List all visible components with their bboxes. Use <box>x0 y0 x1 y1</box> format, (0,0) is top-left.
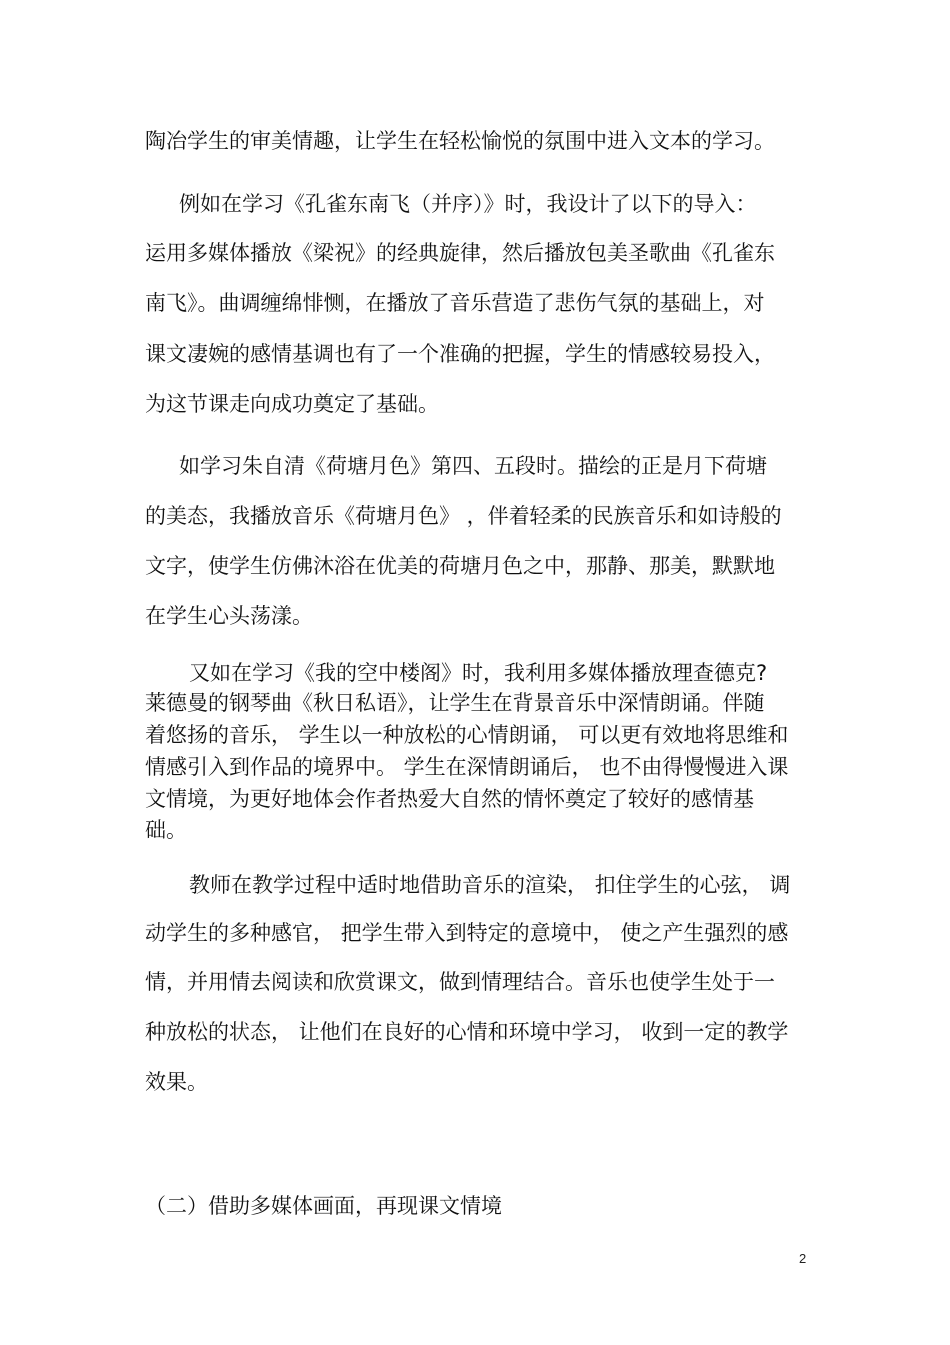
paragraph-4-line-2: 莱德曼的钢琴曲《秋日私语》，让学生在背景音乐中深情朗诵。伴随 <box>145 691 765 715</box>
paragraph-2-line-4: 课文凄婉的感情基调也有了一个准确的把握，学生的情感较易投入， <box>145 342 775 366</box>
paragraph-2-line-3: 南飞》。曲调缠绵悱恻，在播放了音乐营造了悲伤气氛的基础上，对 <box>145 291 765 315</box>
paragraph-5-line-2: 动学生的多种感官， 把学生带入到特定的意境中， 使之产生强烈的感 <box>145 921 789 945</box>
paragraph-4-line-4: 情感引入到作品的境界中。 学生在深情朗诵后， 也不由得慢慢进入课 <box>145 755 789 779</box>
paragraph-4-line-6: 础。 <box>145 818 187 842</box>
paragraph-2-line-5: 为这节课走向成功奠定了基础。 <box>145 392 439 416</box>
paragraph-2-line-2: 运用多媒体播放《梁祝》的经典旋律，然后播放包美圣歌曲《孔雀东 <box>145 241 775 265</box>
paragraph-3-line-3: 文字，使学生仿佛沐浴在优美的荷塘月色之中，那静、那美，默默地 <box>145 554 775 578</box>
paragraph-4-line-1: 又如在学习《我的空中楼阁》时，我利用多媒体播放理查德克? <box>189 661 768 685</box>
paragraph-5-line-3: 情，并用情去阅读和欣赏课文，做到情理结合。音乐也使学生处于一 <box>145 970 775 994</box>
page-number: 2 <box>799 1251 807 1266</box>
paragraph-3-line-1: 如学习朱自清《荷塘月色》第四、五段时。描绘的正是月下荷塘 <box>179 454 767 478</box>
paragraph-5-line-5: 效果。 <box>145 1070 208 1094</box>
paragraph-3-line-2: 的美态，我播放音乐《荷塘月色》 ，伴着轻柔的民族音乐和如诗般的 <box>145 504 782 528</box>
paragraph-3-line-4: 在学生心头荡漾。 <box>145 604 313 628</box>
paragraph-4-line-3: 着悠扬的音乐， 学生以一种放松的心情朗诵， 可以更有效地将思维和 <box>145 723 789 747</box>
paragraph-5-line-4: 种放松的状态， 让他们在良好的心情和环境中学习， 收到一定的教学 <box>145 1020 789 1044</box>
paragraph-4-line-5: 文情境，为更好地体会作者热爱大自然的情怀奠定了较好的感情基 <box>145 787 754 811</box>
paragraph-5-line-1: 教师在教学过程中适时地借助音乐的渲染， 扣住学生的心弦， 调 <box>189 873 791 897</box>
paragraph-2-line-1: 例如在学习《孔雀东南飞（并序）》时，我设计了以下的导入： <box>179 192 757 216</box>
section-heading: （二）借助多媒体画面，再现课文情境 <box>145 1194 502 1218</box>
paragraph-1-line-1: 陶冶学生的审美情趣，让学生在轻松愉悦的氛围中进入文本的学习。 <box>145 129 775 153</box>
